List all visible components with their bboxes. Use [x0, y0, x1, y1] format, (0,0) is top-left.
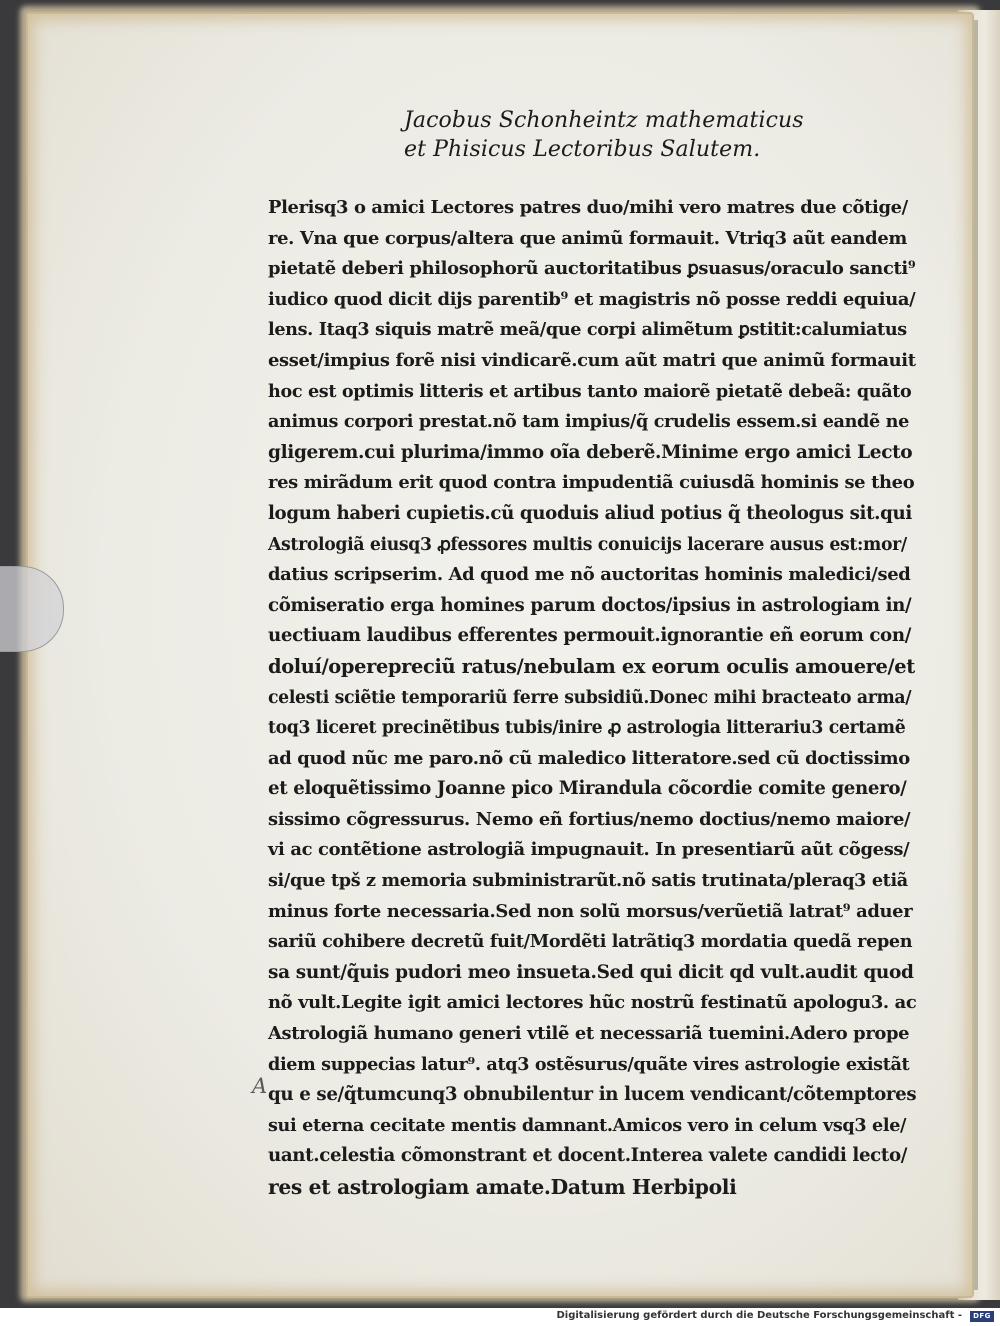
text-line: uant.celestia cõmonstrant et docent.Interea valete candidi lecto/	[268, 1145, 908, 1167]
text-line: animus corpori prestat.nõ tam impius/q̃ crudelis essem.si eandẽ ne	[268, 411, 909, 433]
text-line: minus forte necessaria.Sed non solũ morsus/verũetiã latrat⁹ aduer	[268, 900, 913, 922]
text-line: et eloquẽtissimo Joanne pico Mirandula cõcordie comite genero/	[268, 778, 907, 800]
folio-mark: A	[252, 1074, 268, 1098]
text-line: res mirãdum erit quod contra impudentiã cuiusdã hominis se theo	[268, 472, 915, 494]
text-line: qu e se/q̃tumcunq3 obnubilentur in lucem vendicant/cõtemptores	[268, 1084, 917, 1106]
text-line: toq3 liceret precinẽtibus tubis/inire ꝓ astrologia litterariu3 certamẽ	[268, 718, 906, 739]
dfg-logo: DFG	[970, 1311, 994, 1322]
heading-line: et Phisicus Lectoribus Salutem.	[404, 137, 761, 162]
text-line: nõ vult.Legite igit amici lectores hũc nostrũ festinatũ apologu3. ac	[268, 992, 917, 1014]
book-page	[26, 12, 974, 1298]
text-line: datius scripserim. Ad quod me nõ auctoritas hominis maledici/sed	[268, 564, 911, 586]
text-line: sariũ cohibere decretũ fuit/Mordẽti latrãtiq3 mordatia quedã repen	[268, 931, 913, 953]
text-line: pietatẽ deberi philosophorũ auctoritatibus ꝑsuasus/oraculo sancti⁹	[268, 258, 916, 280]
text-line: celesti sciẽtie temporariũ ferre subsidiũ.Donec mihi bracteato arma/	[268, 687, 912, 708]
text-line: gligerem.cui plurima/immo oĩa deberẽ.Minime ergo amici Lecto	[268, 441, 913, 463]
text-line: diem suppecias latur⁹. atq3 ostẽsurus/quãte vires astrologie existãt	[268, 1053, 910, 1075]
heading	[404, 106, 916, 164]
text-line: re. Vna que corpus/altera que animũ formauit. Vtriq3 aũt eandem	[268, 227, 907, 249]
text-line: sissimo cõgressurus. Nemo eñ fortius/nemo doctius/nemo maiore/	[268, 808, 911, 830]
text-line: lens. Itaq3 siquis matrẽ meã/que corpi alimẽtum ꝑstitit:calumiatus	[268, 319, 907, 341]
text-line: ad quod nũc me paro.nõ cũ maledico litteratore.sed cũ doctissimo	[268, 747, 910, 769]
text-line: sa sunt/q̃uis pudori meo insueta.Sed qui dicit qd vult.audit quod	[268, 961, 914, 983]
text-line: sui eterna cecitate mentis damnant.Amicos vero in celum vsq3 ele/	[268, 1114, 907, 1136]
funding-credit: Digitalisierung gefördert durch die Deutsche Forschungsgemeinschaft -	[556, 1310, 962, 1321]
heading-line: Jacobus Schonheintz mathematicus	[404, 108, 804, 133]
text-line: iudico quod dicit dijs parentib⁹ et magistris nõ posse reddi equiua/	[268, 288, 916, 310]
text-line: cõmiseratio erga homines parum doctos/ipsius in astrologiam in/	[268, 594, 912, 616]
text-line: logum haberi cupietis.cũ quoduis aliud potius q̃ theologus sit.qui	[268, 502, 912, 524]
text-line: Plerisq3 o amici Lectores patres duo/mihi vero matres due cõtige/	[268, 197, 908, 218]
body-text	[268, 193, 916, 1203]
text-block	[268, 106, 916, 1203]
text-line: Astrologiã humano generi vtilẽ et necessariã tuemini.Adero prope	[268, 1023, 910, 1045]
footer	[0, 1308, 1000, 1326]
text-line: si/que tpš z memoria subministrarũt.nõ satis trutinata/pleraq3 etiã	[268, 870, 908, 892]
text-line: hoc est optimis litteris et artibus tanto maiorẽ pietatẽ debeã: quãto	[268, 380, 912, 402]
text-line: vi ac contẽtione astrologiã impugnauit. In presentiarũ aũt cõgess/	[268, 839, 910, 861]
text-line: esset/impius forẽ nisi vindicarẽ.cum aũt matri que animũ formauit	[268, 349, 916, 371]
text-line: Astrologiã eiusq3 ꝓfessores multis conuicijs lacerare ausus est:mor/	[268, 534, 907, 555]
text-line: uectiuam laudibus efferentes permouit.ignorantie eñ eorum con/	[268, 625, 912, 647]
text-line: res et astrologiam amate.Datum Herbipoli	[268, 1175, 737, 1199]
text-line: doluí/operepreciũ ratus/nebulam ex eorum oculis amouere/et	[268, 654, 915, 678]
